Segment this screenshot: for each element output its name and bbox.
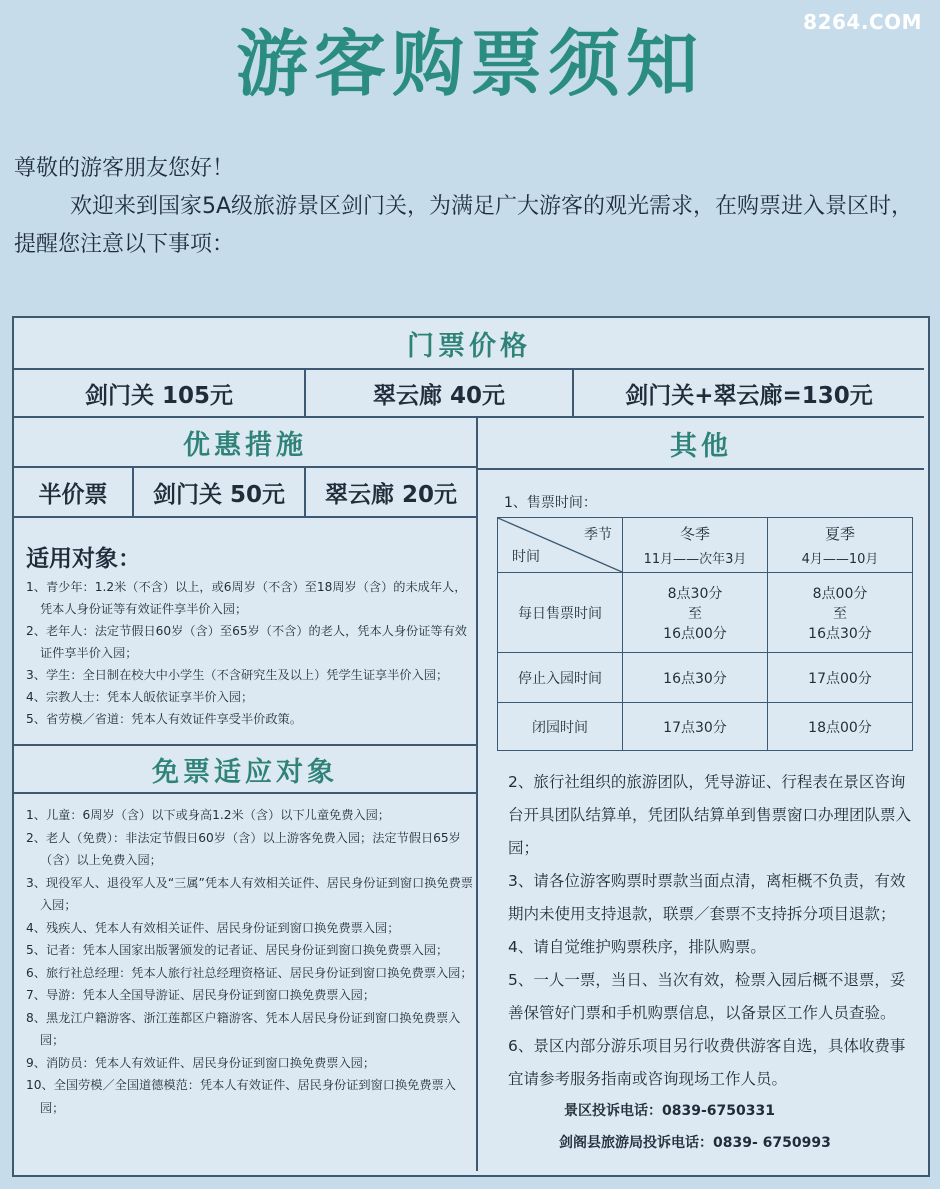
half-price-cuiyunlang: 翠云廊 20元 (306, 468, 476, 518)
list-item: 6、旅行社总经理：凭本人旅行社总经理资格证、居民身份证到窗口换免费票入园； (26, 965, 473, 980)
half-price-jianmenguan: 剑门关 50元 (134, 468, 304, 518)
divider (476, 418, 478, 1171)
apply-list (26, 576, 474, 730)
table-row (498, 703, 913, 751)
half-price-label: 半价票 (14, 468, 132, 518)
winter-cell (623, 573, 768, 653)
other-header: 其他 (478, 418, 924, 470)
watermark: 8264.COM (803, 10, 922, 34)
list-item: 4、宗教人士：凭本人皈依证享半价入园； (26, 690, 254, 704)
list-item: 7、导游：凭本人全国导游证、居民身份证到窗口换免费票入园； (26, 988, 376, 1002)
time-to: 至 (833, 605, 847, 622)
list-item: 6、景区内部分游乐项目另行收费供游客自选，具体收费事宜请参考服务指南或咨询现场工作人员。 (508, 1037, 906, 1088)
price-cuiyunlang: 翠云廊 40元 (306, 370, 572, 418)
bureau-complaint-phone: 剑阁县旅游局投诉电话：0839- 6750993 (559, 1135, 831, 1151)
time-label: 时间 (512, 549, 540, 565)
list-item: 3、请各位游客购票时票款当面点清，离柜概不负责，有效期内未使用支持退款，联票／套票不支持拆分项目退款； (508, 872, 906, 923)
winter-cell: 17点30分 (623, 703, 768, 751)
winter-header (623, 518, 768, 573)
greeting: 尊敬的游客朋友您好！ (14, 156, 235, 181)
discount-header: 优惠措施 (14, 418, 476, 468)
list-item: 8、黑龙江户籍游客、浙江莲都区户籍游客、凭本人居民身份证到窗口换免费票入园； (26, 1010, 461, 1047)
diagonal-header-cell (498, 518, 623, 573)
free-list (26, 804, 474, 1119)
price-combo: 剑门关+翠云廊=130元 (574, 370, 924, 418)
winter-cell: 16点30分 (623, 653, 768, 703)
scenic-complaint-phone: 景区投诉电话：0839-6750331 (564, 1103, 775, 1119)
table-row (498, 573, 913, 653)
list-item: 4、请自觉维护购票秩序，排队购票。 (508, 938, 766, 956)
list-item: 2、老人（免费）：非法定节假日60岁（含）以上游客免费入园；法定节假日65岁（含）以上免费入园； (26, 830, 461, 867)
price-jianmenguan: 剑门关 105元 (14, 370, 304, 418)
row-label: 闭园时间 (498, 703, 623, 751)
notice-table (12, 316, 930, 1177)
summer-name: 夏季 (824, 525, 855, 543)
summer-cell: 17点00分 (768, 653, 913, 703)
time-end: 16点30分 (808, 625, 872, 642)
list-item: 2、老年人：法定节假日60岁（含）至65岁（不含）的老人，凭本人身份证等有效证件享半价入园； (26, 624, 467, 660)
list-item: 5、省劳模／省道：凭本人有效证件享受半价政策。 (26, 712, 302, 726)
sale-time-label: 1、售票时间： (504, 495, 597, 511)
list-item: 5、记者：凭本人国家出版署颁发的记者证、居民身份证到窗口换免费票入园； (26, 943, 449, 957)
list-item: 4、残疾人、凭本人有效相关证件、居民身份证到窗口换免费票入园； (26, 920, 400, 935)
list-item: 1、儿童：6周岁（含）以下或身高1.2米（含）以下儿童免费入园； (26, 808, 390, 822)
winter-range: 11月——次年3月 (643, 552, 747, 567)
row-label: 每日售票时间 (498, 573, 623, 653)
time-to: 至 (688, 605, 702, 622)
list-item: 10、全国劳模／全国道德模范：凭本人有效证件、居民身份证到窗口换免费票入园； (26, 1078, 456, 1115)
summer-range: 4月——10月 (801, 552, 879, 567)
table-row (498, 653, 913, 703)
other-list (508, 766, 918, 1096)
winter-name: 冬季 (679, 525, 710, 543)
list-item: 3、学生：全日制在校大中小学生（不含研究生及以上）凭学生证享半价入园； (26, 668, 449, 682)
list-item: 1、青少年：1.2米（不含）以上，或6周岁（不含）至18周岁（含）的未成年人，凭本人身份证等有效证件享半价入园； (26, 580, 467, 616)
time-end: 16点00分 (663, 625, 727, 642)
list-item: 2、旅行社组织的旅游团队，凭导游证、行程表在景区咨询台开具团队结算单，凭团队结算单到售票窗口办理团队票入园； (508, 773, 912, 857)
row-label: 停止入园时间 (498, 653, 623, 703)
summer-header (768, 518, 913, 573)
ticket-price-header: 门票价格 (14, 318, 924, 370)
time-start: 8点30分 (667, 585, 723, 602)
time-start: 8点00分 (812, 585, 868, 602)
intro (14, 150, 940, 264)
page-title: 游客购票须知 (235, 22, 704, 106)
summer-cell (768, 573, 913, 653)
sale-time-table (497, 517, 913, 751)
free-header: 免票适应对象 (14, 744, 476, 794)
summer-cell: 18点00分 (768, 703, 913, 751)
list-item: 5、一人一票，当日、当次有效，检票入园后概不退票，妥善保管好门票和手机购票信息，以备景区工作人员查验。 (508, 971, 906, 1022)
season-label: 季节 (584, 527, 612, 543)
list-item: 9、消防员：凭本人有效证件、居民身份证到窗口换免费票入园； (26, 1055, 376, 1070)
intro-text: 欢迎来到国家5A级旅游景区剑门关，为满足广大游客的观光需求，在购票进入景区时，提醒您注意以下事项： (14, 194, 914, 257)
list-item: 3、现役军人、退役军人及“三属”凭本人有效相关证件、居民身份证到窗口换免费票入园； (26, 875, 473, 912)
apply-title: 适用对象： (26, 546, 141, 572)
